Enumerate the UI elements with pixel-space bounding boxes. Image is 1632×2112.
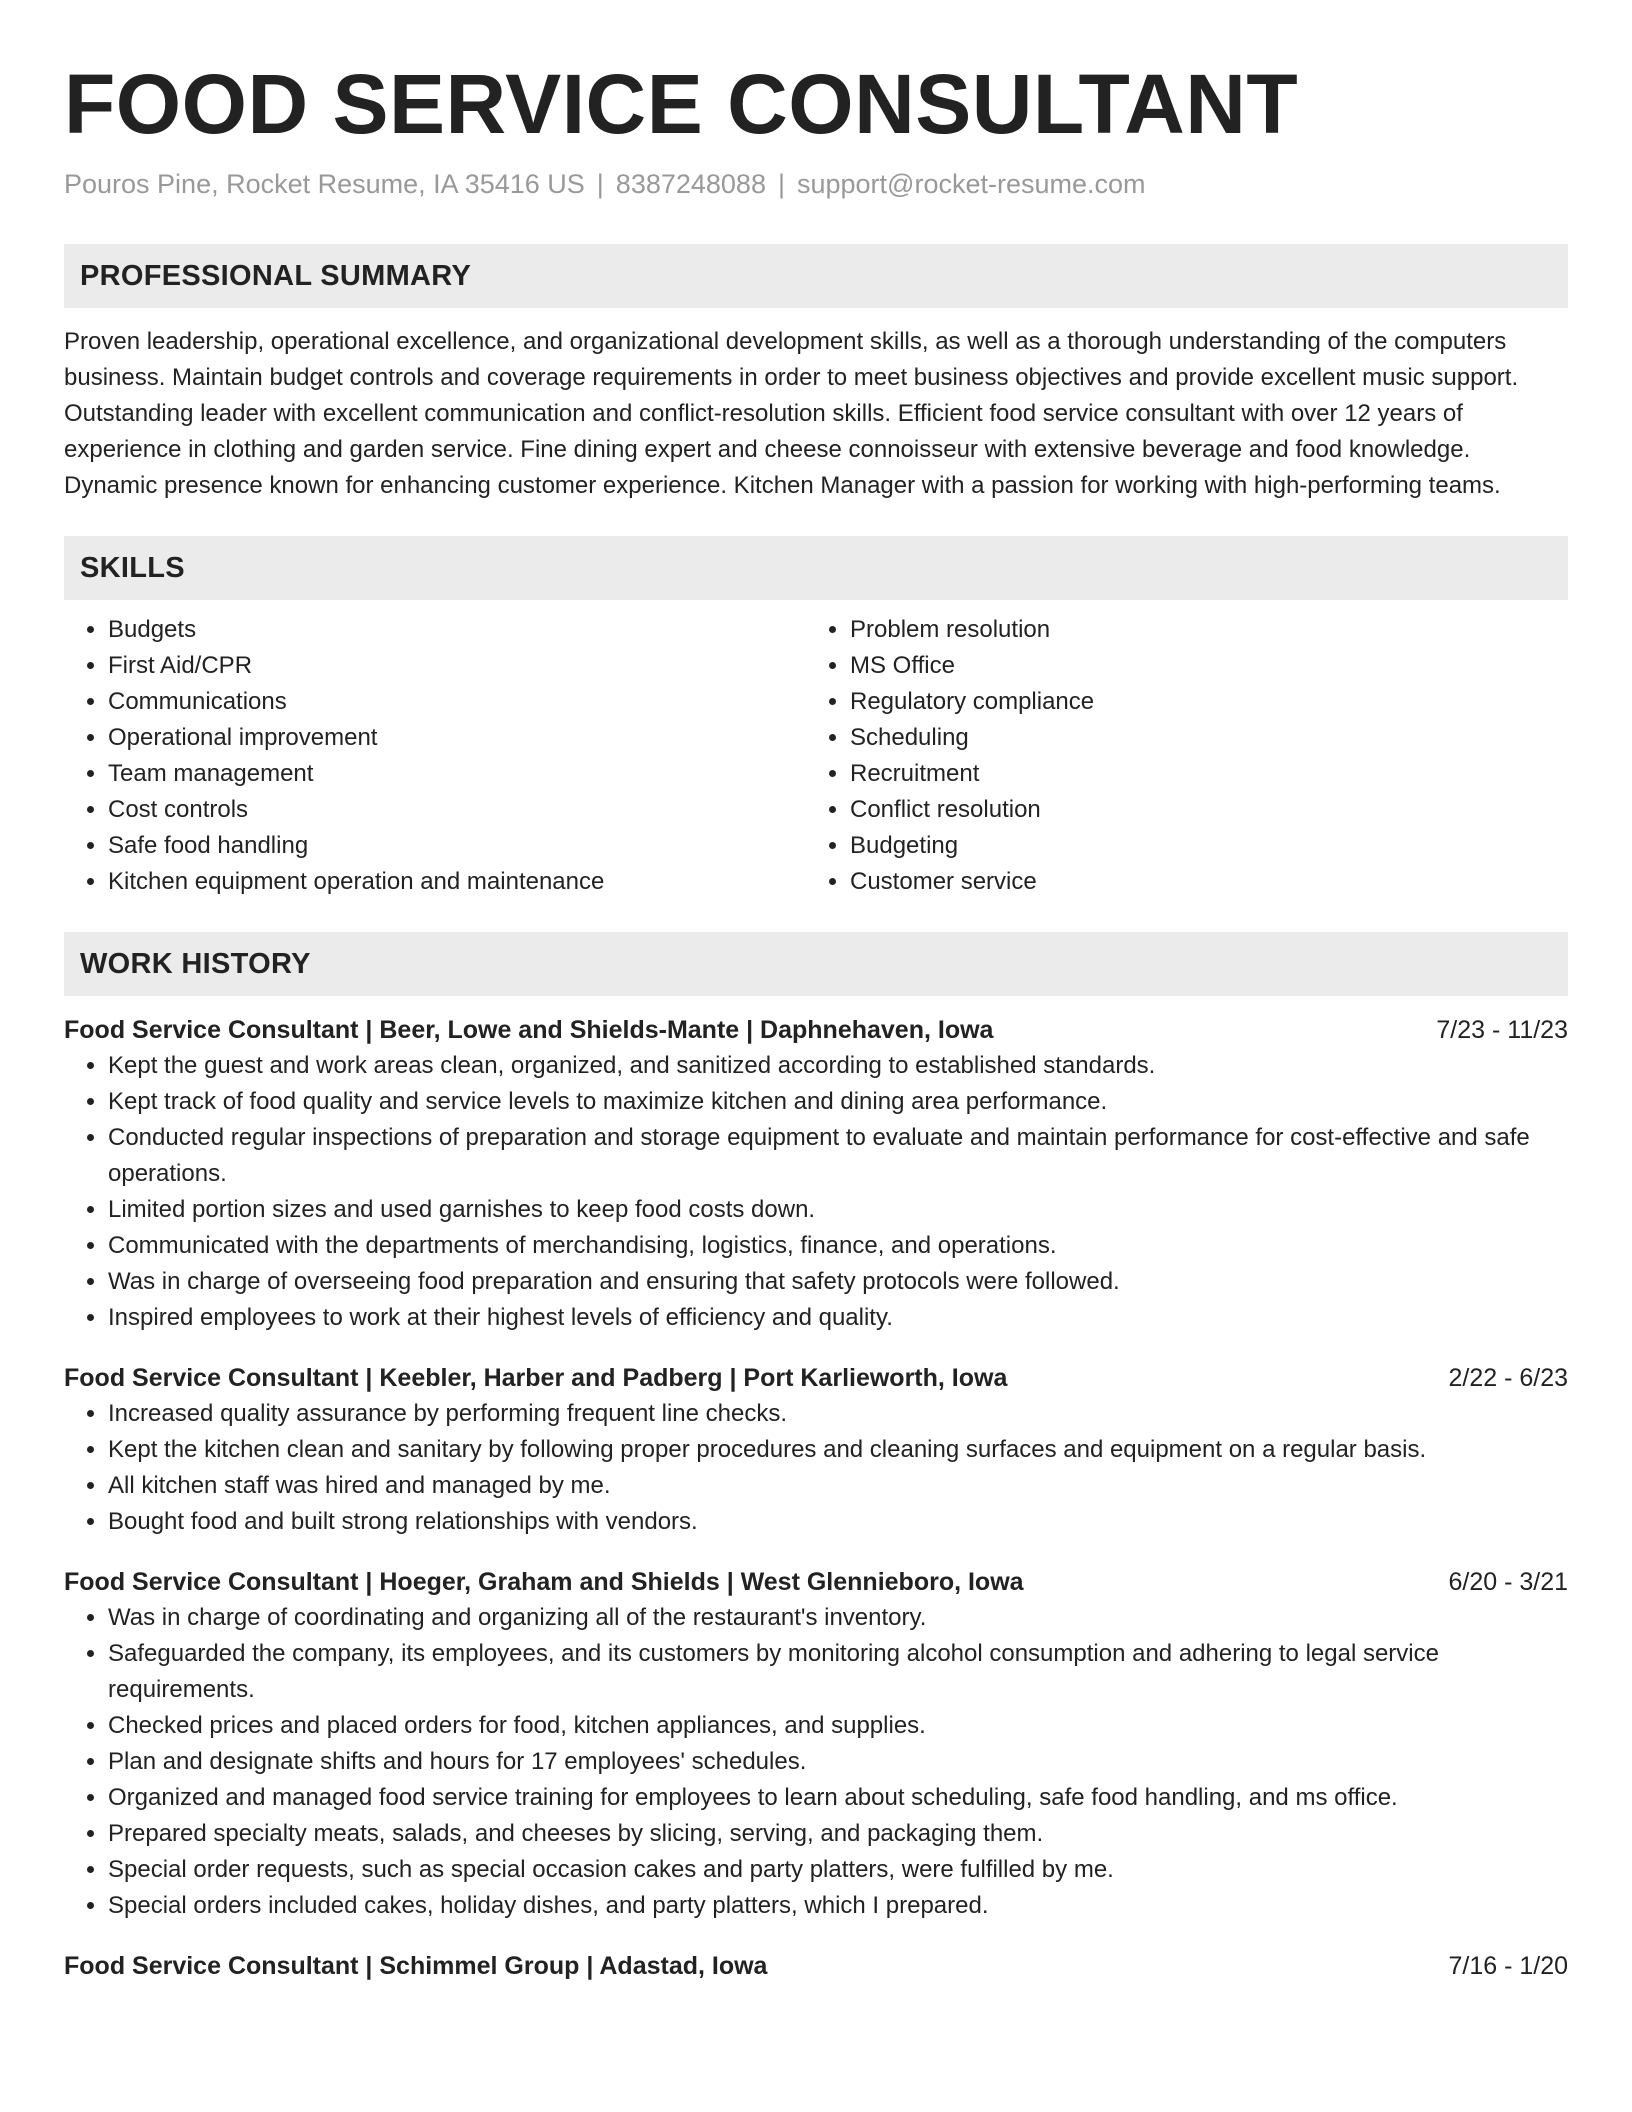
- job-dates: 2/22 - 6/23: [1448, 1364, 1568, 1392]
- job-bullet: • Conducted regular inspections of preparation and storage equipment to evaluate and maintain performance for cost-effective and safe operations.: [108, 1120, 1568, 1192]
- skill-item: • First Aid/CPR: [108, 648, 806, 684]
- skill-item: • Cost controls: [108, 792, 806, 828]
- job-header: [64, 1012, 1568, 1048]
- contact-line: [64, 166, 1568, 202]
- contact-email: support@rocket-resume.com: [796, 169, 1146, 199]
- job-entry: [64, 1564, 1568, 1924]
- job-bullet-list: [64, 1600, 1568, 1924]
- skill-item: • MS Office: [850, 648, 1548, 684]
- skill-item: • Recruitment: [850, 756, 1548, 792]
- skill-item: • Safe food handling: [108, 828, 806, 864]
- job-title: Food Service Consultant | Schimmel Group | Adastad, Iowa: [64, 1952, 768, 1980]
- skills-right-list: [806, 612, 1548, 900]
- job-header: [64, 1564, 1568, 1600]
- skill-item: • Budgets: [108, 612, 806, 648]
- job-title: Food Service Consultant | Beer, Lowe and Shields-Mante | Daphnehaven, Iowa: [64, 1016, 994, 1044]
- job-bullet: • Was in charge of overseeing food preparation and ensuring that safety protocols were followed.: [108, 1264, 1568, 1300]
- contact-address: Pouros Pine, Rocket Resume, IA 35416 US: [64, 169, 585, 199]
- skill-item: • Communications: [108, 684, 806, 720]
- job-entry: [64, 1012, 1568, 1336]
- section-heading-skills: SKILLS: [64, 536, 1568, 600]
- skills-list: [64, 612, 1568, 900]
- skill-item: • Budgeting: [850, 828, 1548, 864]
- job-bullet: • Increased quality assurance by performing frequent line checks.: [108, 1396, 1568, 1432]
- job-entry: [64, 1360, 1568, 1540]
- skill-item: • Operational improvement: [108, 720, 806, 756]
- job-bullet: • Kept the guest and work areas clean, organized, and sanitized according to established standards.: [108, 1048, 1568, 1084]
- skill-item: • Customer service: [850, 864, 1548, 900]
- job-bullet: • Bought food and built strong relationships with vendors.: [108, 1504, 1568, 1540]
- skill-item: • Conflict resolution: [850, 792, 1548, 828]
- contact-phone: 8387248088: [615, 169, 766, 199]
- job-header: [64, 1360, 1568, 1396]
- contact-separator: |: [596, 169, 604, 199]
- job-bullet: • Special order requests, such as special occasion cakes and party platters, were fulfilled by me.: [108, 1852, 1568, 1888]
- job-bullet: • Plan and designate shifts and hours for 17 employees' schedules.: [108, 1744, 1568, 1780]
- job-dates: 7/23 - 11/23: [1436, 1016, 1568, 1044]
- job-bullet: • Communicated with the departments of merchandising, logistics, finance, and operations.: [108, 1228, 1568, 1264]
- job-bullet: • Limited portion sizes and used garnishes to keep food costs down.: [108, 1192, 1568, 1228]
- job-title: Food Service Consultant | Keebler, Harber and Padberg | Port Karlieworth, Iowa: [64, 1364, 1008, 1392]
- skill-item: • Team management: [108, 756, 806, 792]
- section-heading-work-history: WORK HISTORY: [64, 932, 1568, 996]
- job-dates: 7/16 - 1/20: [1448, 1952, 1568, 1980]
- summary-text: Proven leadership, operational excellence, and organizational development skills, as well as a thorough understanding of the computers business. Maintain budget controls and coverage requirements in order to meet business objectives and provide excellent music support. Outstanding leader with excellent communication and conflict-resolution skills. Efficient food service consultant with over 12 years of experience in clothing and garden service. Fine dining expert and cheese connoisseur with extensive beverage and food knowledge. Dynamic presence known for enhancing customer experience. Kitchen Manager with a passion for working with high-performing teams.: [64, 328, 1519, 499]
- job-entry: [64, 1948, 1568, 1984]
- skills-column-right: [806, 612, 1548, 900]
- job-bullet: • Kept track of food quality and service levels to maximize kitchen and dining area performance.: [108, 1084, 1568, 1120]
- contact-separator: |: [777, 169, 785, 199]
- job-bullet: • Special orders included cakes, holiday dishes, and party platters, which I prepared.: [108, 1888, 1568, 1924]
- skill-item: • Regulatory compliance: [850, 684, 1548, 720]
- section-heading-summary: PROFESSIONAL SUMMARY: [64, 244, 1568, 308]
- job-bullet: • Organized and managed food service training for employees to learn about scheduling, safe food handling, and ms office.: [108, 1780, 1568, 1816]
- resume-page: [64, 56, 1568, 1984]
- job-title: Food Service Consultant | Hoeger, Graham and Shields | West Glennieboro, Iowa: [64, 1568, 1024, 1596]
- job-bullet: • Inspired employees to work at their highest levels of efficiency and quality.: [108, 1300, 1568, 1336]
- job-bullet: • Safeguarded the company, its employees, and its customers by monitoring alcohol consumption and adhering to legal service requirements.: [108, 1636, 1568, 1708]
- job-bullet-list: [64, 1048, 1568, 1336]
- resume-name-title: FOOD SERVICE CONSULTANT: [64, 57, 1299, 151]
- job-bullet: • Prepared specialty meats, salads, and cheeses by slicing, serving, and packaging them.: [108, 1816, 1568, 1852]
- job-dates: 6/20 - 3/21: [1448, 1568, 1568, 1596]
- job-bullet: • Kept the kitchen clean and sanitary by following proper procedures and cleaning surfaces and equipment on a regular basis.: [108, 1432, 1568, 1468]
- job-bullet-list: [64, 1396, 1568, 1540]
- skill-item: • Scheduling: [850, 720, 1548, 756]
- skills-left-list: [64, 612, 806, 900]
- skill-item: • Problem resolution: [850, 612, 1548, 648]
- job-bullet: • Was in charge of coordinating and organizing all of the restaurant's inventory.: [108, 1600, 1568, 1636]
- skills-column-left: [64, 612, 806, 900]
- job-bullet: • All kitchen staff was hired and managed by me.: [108, 1468, 1568, 1504]
- job-bullet: • Checked prices and placed orders for food, kitchen appliances, and supplies.: [108, 1708, 1568, 1744]
- job-header: [64, 1948, 1568, 1984]
- work-history-list: [64, 1012, 1568, 1984]
- skill-item: • Kitchen equipment operation and maintenance: [108, 864, 806, 900]
